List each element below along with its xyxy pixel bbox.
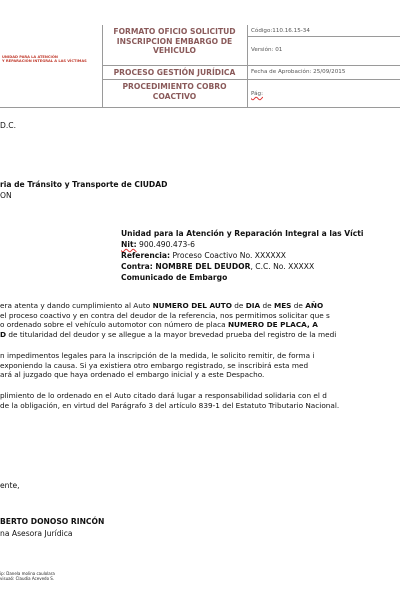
procedure-name xyxy=(103,82,246,101)
text-run: de xyxy=(231,301,246,310)
paragraph-1-line-4 xyxy=(0,330,400,340)
recipient-line-1: ria de Tránsito y Transporte de CIUDAD xyxy=(0,180,168,189)
subject-line: Comunicado de Embargo xyxy=(121,273,228,282)
paragraph-3 xyxy=(0,391,400,410)
auto-month: MES xyxy=(273,301,292,310)
nit-line xyxy=(121,240,195,250)
paragraph-1-line-1 xyxy=(0,301,400,311)
document-code: Código:110.16.15-34 xyxy=(251,28,310,34)
reference-label: Referencia: xyxy=(121,251,171,260)
contra-line xyxy=(121,262,314,272)
table-divider xyxy=(247,25,248,107)
closing: ente, xyxy=(0,481,20,490)
form-title-line-2: INSCRIPCION EMBARGO DE xyxy=(116,36,233,46)
form-title xyxy=(103,27,246,56)
contra-value: , C.C. No. XXXXX xyxy=(250,262,315,271)
paragraph-1-line-3 xyxy=(0,320,400,330)
table-divider xyxy=(247,36,400,37)
page-number: Pág: xyxy=(251,91,263,97)
form-title-line-1: FORMATO OFICIO SOLICITUD xyxy=(113,27,236,36)
reviewed-by: visuaó: Claudia Acevedo S. xyxy=(0,576,55,581)
nit-value: 900.490.473-6 xyxy=(136,240,195,249)
paragraph-1 xyxy=(0,301,400,339)
text-run: D xyxy=(0,329,7,339)
paragraph-1-line-2: el proceso coactivo y en contra del deudor de la referencia, nos permitimos solicitar que s xyxy=(0,310,330,320)
form-title-line-3: VEHICULO xyxy=(152,46,196,55)
logo-cell xyxy=(0,25,102,107)
paragraph-2-line-3: ará al juzgado que haya ordenado el embargo inicial y a este Despacho. xyxy=(0,370,265,380)
text-run: de titularidad del deudor y se allegue a la mayor brevedad prueba del registro de la medi xyxy=(6,329,337,339)
text-run: o ordenado sobre el vehículo automotor con número de placa xyxy=(0,320,228,330)
table-divider xyxy=(102,79,400,80)
process-name: PROCESO GESTIÓN JURÍDICA xyxy=(113,68,236,77)
auto-year: AÑO xyxy=(305,301,324,310)
reference-line xyxy=(121,251,286,261)
signer-name: BERTO DONOSO RINCÓN xyxy=(0,517,105,526)
approval-date: Fecha de Aprobación: 25/09/2015 xyxy=(251,69,346,75)
paragraph-2-line-1: n impedimentos legales para la inscripción de la medida, le solicito remitir, de forma i xyxy=(0,351,315,360)
institution-logo xyxy=(2,55,87,64)
paragraph-3-line-2: de la obligación, en virtud del Parágrafo 3 del artículo 839-1 del Estatuto Tributario Nacional. xyxy=(0,400,340,410)
procedure-line-1: PROCEDIMIENTO COBRO xyxy=(122,82,227,91)
table-divider xyxy=(102,65,400,66)
sender-organization: Unidad para la Atención y Reparación Integral a las Vícti xyxy=(121,229,364,238)
recipient-line-2: ON xyxy=(0,191,12,200)
auto-number: NUMERO DEL AUTO xyxy=(152,301,232,310)
nit-label: Nit: xyxy=(121,240,137,249)
table-divider xyxy=(0,107,400,108)
paragraph-3-line-1: plimiento de lo ordenado en el Auto citado dará lugar a responsabilidad solidaria con el d xyxy=(0,391,327,400)
reference-value: Proceso Coactivo No. XXXXXX xyxy=(170,251,287,260)
text-run: de xyxy=(260,301,274,310)
contra-label: Contra: NOMBRE DEL DEUDOR xyxy=(121,262,251,271)
logo-line-1: UNIDAD PARA LA ATENCIÓN xyxy=(2,55,58,59)
paragraph-2-line-2: exponiendo la causa. Si ya existiera otro embargo registrado, se inscribirá esta med xyxy=(0,360,309,370)
auto-day: DIA xyxy=(245,301,261,310)
plate-number: NUMERO DE PLACA, A xyxy=(227,320,318,330)
document-header-table xyxy=(0,25,400,107)
city-date: D.C. xyxy=(0,121,16,130)
procedure-line-2: COACTIVO xyxy=(152,91,197,101)
text-run: era atenta y dando cumplimiento al Auto xyxy=(0,301,153,310)
text-run: de xyxy=(291,301,306,310)
signer-title: na Asesora Jurídica xyxy=(0,529,73,538)
document-version: Versión: 01 xyxy=(251,47,283,53)
logo-line-2: Y REPARACIÓN INTEGRAL A LAS VÍCTIMAS xyxy=(2,59,87,64)
prepared-by: ip: Danela molina caulolara xyxy=(0,571,55,576)
paragraph-2 xyxy=(0,351,400,380)
